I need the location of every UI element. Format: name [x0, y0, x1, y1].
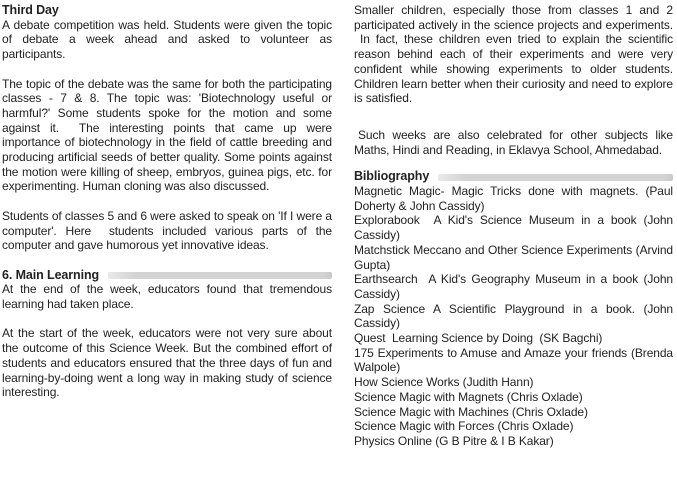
bibliography-entry: Quest Learning Science by Doing (SK Bagchi) [354, 331, 603, 346]
heading-rule-bar [438, 174, 673, 181]
bibliography-entry: Science Magic with Magnets (Chris Oxlade) [354, 389, 583, 404]
bibliography-entry: Physics Online (G B Pitre & I B Kakar) [354, 433, 554, 448]
paragraph-start-of-week: At the start of the week, educators were not very sure about the outcome of this Science Week. But the combined effort of students and educators ensured that the three days of fun and learning-by-doing went a long way in making study of science interesting. [2, 326, 332, 400]
bibliography-entry: 175 Experiments to Amuse and Amaze your friends (Brenda Walpole) [354, 345, 673, 375]
right-column [354, 3, 673, 449]
left-column [2, 3, 332, 449]
bibliography-list [354, 184, 673, 449]
paragraph-smaller-children: Smaller children, especially those from classes 1 and 2 participated actively in the science projects and experiments. In fact, these children even tried to explain the scientific reason behind each of their experiments and were very confident while showing experiments to older students. Children learn better when their curiosity and need to explore is satisfied. [354, 3, 673, 106]
bibliography-entry: Earthsearch A Kid's Geography Museum in a book (John Cassidy) [354, 272, 673, 301]
heading-third-day: Third Day [2, 3, 59, 17]
section-heading-main-learning [2, 268, 332, 283]
bibliography-entry: Science Magic with Machines (Chris Oxlade) [354, 404, 588, 419]
paragraph-debate-competition: A debate competition was held. Students were given the topic of debate a week ahead and asked to volunteer as participants. [2, 17, 332, 62]
bibliography-entry: Matchstick Meccano and Other Science Experiments (Arvind Gupta) [354, 242, 673, 272]
bibliography-entry: Zap Science A Scientific Playground in a book. (John Cassidy) [354, 301, 673, 331]
bibliography-entry: Science Magic with Forces (Chris Oxlade) [354, 419, 574, 434]
bibliography-entry: Magnetic Magic- Magic Tricks done with magnets. (Paul Doherty & John Cassidy) [354, 184, 673, 213]
paragraph-end-of-week: At the end of the week, educators found that tremendous learning had taken place. [2, 282, 332, 311]
paragraph-debate-topic: The topic of the debate was the same for both the participating classes - 7 & 8. The topic was: 'Biotechnology useful or harmful?' Some students spoke for the motion and some against it. The interesting points that came up were importance of biotechnology in the field of cattle breeding and producing artificial seeds of better quality. Some points against the motion were killing of sheep, embryos, guinea pigs, etc. for experimenting. Human cloning was also discussed. [2, 76, 332, 194]
heading-rule-bar [108, 272, 332, 279]
bibliography-entry: How Science Works (Judith Hann) [354, 375, 534, 390]
paragraph-classes-5-6: Students of classes 5 and 6 were asked to speak on 'If I were a computer'. Here students included various parts of the computer and gave humorous yet innovative ideas. [2, 208, 332, 253]
paragraph-such-weeks: Such weeks are also celebrated for other subjects like Maths, Hindi and Reading, in Eklavya School, Ahmedabad. [354, 127, 673, 157]
heading-main-learning-text: 6. Main Learning [2, 267, 100, 282]
section-heading-bibliography [354, 169, 673, 184]
bibliography-entry: Explorabook A Kid's Science Museum in a book (John Cassidy) [354, 213, 673, 243]
heading-bibliography-text: Bibliography [354, 169, 430, 184]
